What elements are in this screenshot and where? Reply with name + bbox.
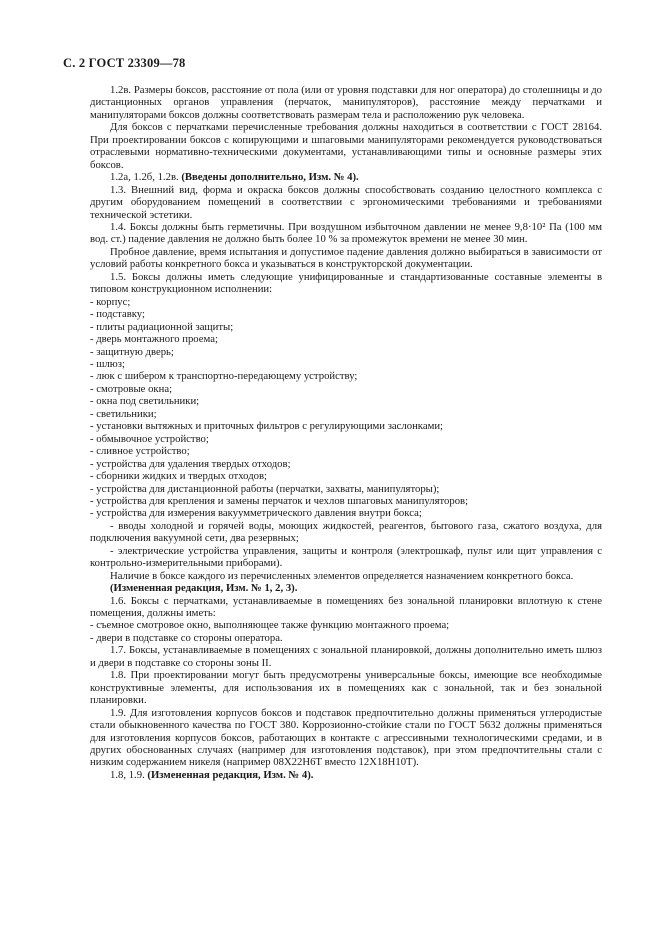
amendment-note: (Измененная редакция, Изм. № 1, 2, 3). (110, 582, 298, 595)
paragraph-1-8: 1.8. При проектировании могут быть предусмотрены универсальные боксы, имеющие все необходимые конструктивные элементы, для использования их в помещениях как с зональной, так и без зональной планировки. (90, 669, 602, 707)
list-item: - устройства для крепления и замены перчаток и чехлов шпаговых манипуляторов; (90, 494, 469, 507)
list-item: - люк с шибером к транспортно-передающему устройству; (90, 370, 358, 383)
list-item: - устройства для измерения вакуумметрического давления внутри бокса; (90, 507, 422, 520)
paragraph-1-7: 1.7. Боксы, устанавливаемые в помещениях с зональной планировкой, должны дополнительно иметь шлюз и двери в подставке со стороны зоны II. (90, 644, 602, 669)
list-item: - установки вытяжных и приточных фильтров с регулирующими заслонками; (90, 420, 444, 433)
list-item: - защитную дверь; (90, 345, 174, 358)
paragraph-gloves-requirements: Для боксов с перчатками перечисленные требования должны находиться в соответствии с ГОСТ 28164. При проектировании боксов с копирующими и шпаговыми манипуляторами рекомендуется руководствоваться отраслевыми нормативно-техническими документами, устанавливающими типы и основные размеры этих боксов. (90, 121, 602, 171)
paragraph-1-3: 1.3. Внешний вид, форма и окраска боксов должны способствовать созданию целостного комплекса с другим оборудованием помещений в соответствии с эргономическими требованиями и требованиями технической эстетики. (90, 183, 602, 221)
document-body (90, 84, 602, 781)
list-item: - смотровые окна; (90, 382, 173, 395)
list-item: - обмывочное устройство; (90, 432, 209, 445)
list-item: - съемное смотровое окно, выполняющее также функцию монтажного проема; (90, 619, 450, 632)
paragraph-1-6: 1.6. Боксы с перчатками, устанавливаемые в помещениях без зональной планировки вплотную к стене помещения, должны иметь: (90, 594, 602, 620)
paragraph-1-4: 1.4. Боксы должны быть герметичны. При воздушном избыточном давлении не менее 9,8·10² Па (100 мм вод. ст.) падение давления не должно быть более 10 % за промежуток времени не менее 30 мин. (90, 220, 602, 246)
list-item-electrical: - электрические устройства управления, защиты и контроля (электрошкаф, пульт или щит управления с контрольно-измерительными приборами). (90, 544, 602, 570)
amendment-note: (Введены дополнительно, Изм. № 4). (181, 171, 359, 184)
paragraph-1-2v: 1.2в. Размеры боксов, расстояние от пола (или от уровня подставки для ног оператора) до столешницы и до дистанционных органов управления (перчаток, манипуляторов), расстояние между перчатками и манипуляторами боксов должны соответствовать размерам тела и расположению рук человека. (90, 84, 602, 121)
list-elements (90, 296, 602, 520)
amendment-ref: 1.2а, 1.2б, 1.2в. (110, 171, 182, 184)
list-item: - устройства для удаления твердых отходов; (90, 457, 291, 470)
page-header: С. 2 ГОСТ 23309—78 (63, 56, 186, 70)
paragraph-amendment-1-8-1-9 (90, 769, 602, 781)
paragraph-amendment-1-2 (90, 171, 602, 183)
list-item: - шлюз; (90, 357, 125, 370)
paragraph-test-pressure: Пробное давление, время испытания и допустимое падение давления должно выбираться в зависимости от условий работы конкретного бокса и указываться в конструкторской документации. (90, 245, 602, 271)
paragraph-amendment-1-5 (90, 582, 602, 594)
list-item: - светильники; (90, 407, 157, 420)
list-item: - окна под светильники; (90, 395, 200, 408)
paragraph-1-9: 1.9. Для изготовления корпусов боксов и подставок предпочтительно должны применяться углеродистые стали обыкновенного качества по ГОСТ 380. Коррозионно-стойкие стали по ГОСТ 5632 должны применяться для изготовления корпусов боксов, работающих в контакте с агрессивными технологическими средами, и в других обоснованных случаях (например для изготовления подставок), при этом предпочтительны стали с низким содержанием никеля (например 08Х22Н6Т вместо 12Х18Н10Т). (90, 706, 602, 769)
paragraph-ref: 1.8, 1.9. (110, 768, 148, 781)
list-item: - корпус; (90, 295, 131, 308)
list-item: - устройства для дистанционной работы (перчатки, захваты, манипуляторы); (90, 482, 440, 495)
list-item: - сборники жидких и твердых отходов; (90, 470, 267, 483)
list-item: - сливное устройство; (90, 445, 190, 458)
list-item: - плиты радиационной защиты; (90, 320, 234, 333)
list-item: - дверь монтажного проема; (90, 333, 218, 346)
list-item-inputs: - вводы холодной и горячей воды, моющих жидкостей, реагентов, бытового газа, сжатого воздуха, для подключения вакуумной сети, два резервных; (90, 519, 602, 545)
list-item: - двери в подставке со стороны оператора. (90, 631, 283, 644)
list-item: - подставку; (90, 308, 145, 321)
paragraph-elements-presence: Наличие в боксе каждого из перечисленных элементов определяется назначением конкретного бокса. (110, 569, 574, 582)
paragraph-1-5: 1.5. Боксы должны иметь следующие унифицированные и стандартизованные составные элементы в типовом конструкционном исполнении: (90, 270, 602, 296)
amendment-note: (Измененная редакция, Изм. № 4). (147, 768, 314, 781)
